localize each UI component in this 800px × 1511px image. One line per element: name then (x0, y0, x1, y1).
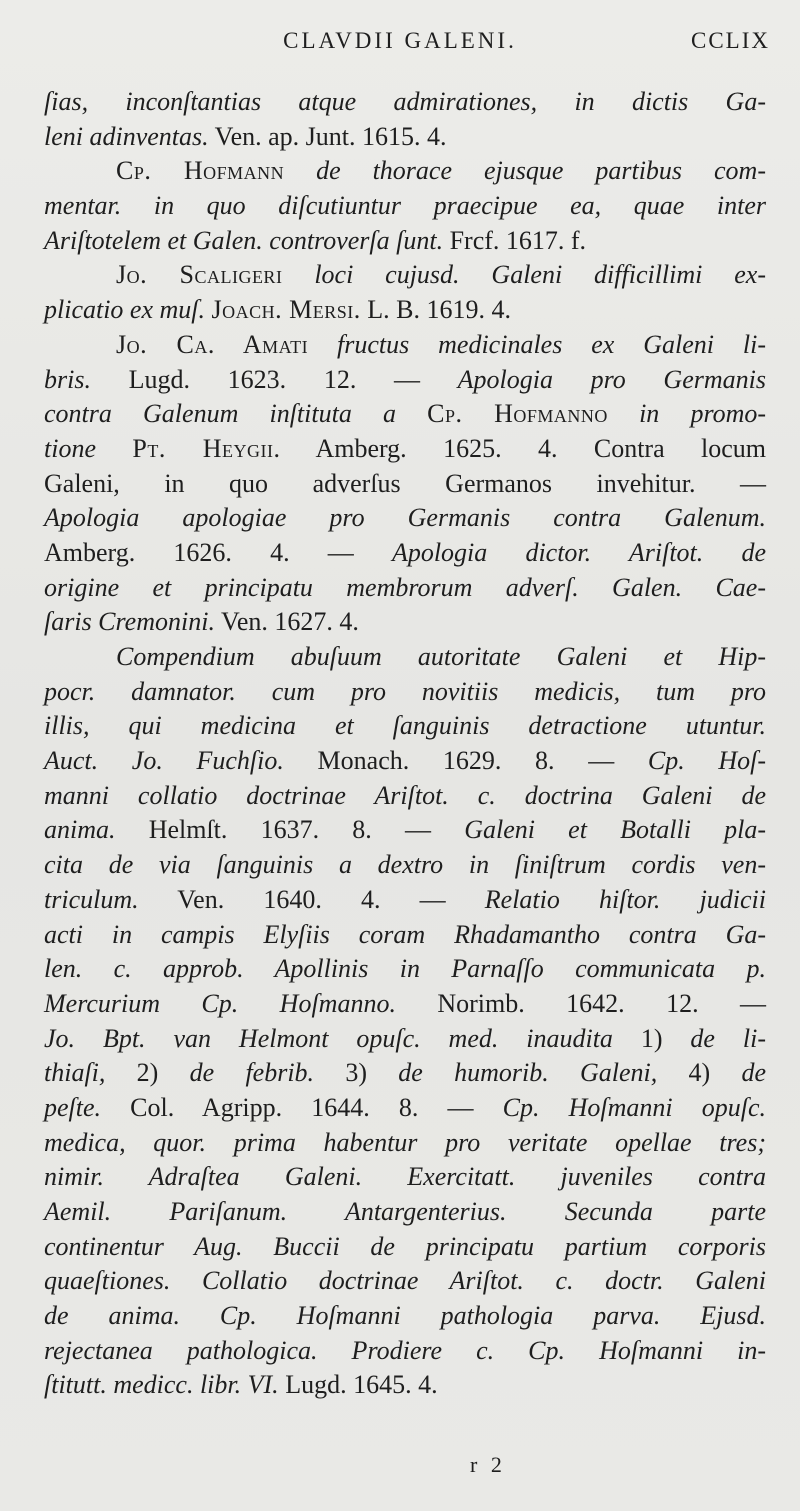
text-line: quaeſtiones. Collatio doctrinae Ariſtot. c. doctr. Galeni (44, 1266, 766, 1296)
text-line: Amberg. 1626. 4. — Apologia dictor. Ariſtot. de (44, 537, 766, 567)
text-line: origine et principatu membrorum adverſ. Galen. Cae- (44, 572, 766, 602)
text-line: acti in campis Elyſiis coram Rhadamantho contra Ga- (44, 919, 766, 949)
text-line: leni adinventas. Ven. ap. Junt. 1615. 4. (44, 121, 447, 151)
text-line: plicatio ex muſ. Joach. Mersi. L. B. 1619. 4. (44, 295, 511, 325)
text-line: peſte. Col. Agripp. 1644. 8. — Cp. Hoſmanni opuſc. (44, 1092, 766, 1122)
text-line: thiaſi, 2) de febrib. 3) de humorib. Galeni, 4) de (44, 1058, 766, 1088)
text-line: cita de via ſanguinis a dextro in ſiniſtrum cordis ven- (44, 850, 766, 880)
running-title: CLAVDII GALENI. (283, 28, 517, 53)
text-line: ſias, inconſtantias atque admirationes, in dictis Ga- (44, 87, 766, 116)
text-line: Auct. Jo. Fuchſio. Monach. 1629. 8. — Cp. Hoſ- (44, 746, 767, 776)
text-line: illis, qui medicina et ſanguinis detractione utuntur. (44, 711, 766, 741)
text-line: ſaris Cremonini. Ven. 1627. 4. (44, 607, 359, 637)
text-line: medica, quor. prima habentur pro veritate opellae tres; (44, 1127, 766, 1157)
text-line: pocr. damnator. cum pro novitiis medicis, tum pro (44, 676, 766, 706)
body-text (44, 85, 766, 1403)
text-line: Cp. Hofmann de thorace ejusque partibus com- (116, 156, 766, 186)
text-line: contra Galenum inſtituta a Cp. Hofmanno in promo- (44, 399, 767, 429)
text-line: Apologia apologiae pro Germanis contra Galenum. (44, 503, 766, 533)
text-line: manni collatio doctrinae Ariſtot. c. doctrina Galeni de (44, 780, 766, 810)
signature-mark: r 2 (470, 1452, 506, 1477)
text-line: rejectanea pathologica. Prodiere c. Cp. Hoſmanni in- (44, 1335, 766, 1365)
running-head (0, 28, 800, 62)
text-line: bris. Lugd. 1623. 12. — Apologia pro Germanis (44, 364, 766, 394)
text-line: ſtitutt. medicc. libr. VI. Lugd. 1645. 4. (44, 1370, 438, 1400)
text-line: anima. Helmſt. 1637. 8. — Galeni et Botalli pla- (44, 815, 767, 845)
text-line: Aemil. Pariſanum. Antargenterius. Secunda parte (44, 1197, 766, 1226)
text-line: continentur Aug. Buccii de principatu partium corporis (44, 1231, 766, 1261)
text-line: Ariſtotelem et Galen. controverſa ſunt. Frcf. 1617. f. (44, 225, 587, 255)
text-line: nimir. Adraſtea Galeni. Exercitatt. juveniles contra (44, 1162, 766, 1192)
text-line: mentar. in quo diſcutiuntur praecipue ea, quae inter (44, 191, 766, 221)
text-line: de anima. Cp. Hoſmanni pathologia parva. Ejusd. (44, 1301, 766, 1331)
page-number: CCLIX (691, 28, 770, 53)
text-line: Jo. Ca. Amati fructus medicinales ex Galeni li- (116, 329, 766, 359)
text-line: Mercurium Cp. Hoſmanno. Norimb. 1642. 12. — (44, 988, 766, 1018)
text-line: tione Pt. Heygii. Amberg. 1625. 4. Contra locum (44, 433, 766, 463)
text-line: Galeni, in quo adverſus Germanos invehitur. — (44, 468, 766, 498)
text-line: Compendium abuſuum autoritate Galeni et Hip- (116, 642, 766, 671)
text-line: len. c. approb. Apollinis in Parnaſſo communicata p. (44, 954, 766, 984)
text-line: triculum. Ven. 1640. 4. — Relatio hiſtor. judicii (44, 884, 766, 914)
text-line: Jo. Bpt. van Helmont opuſc. med. inaudita 1) de li- (44, 1023, 766, 1053)
text-line: Jo. Scaligeri loci cujusd. Galeni difficillimi ex- (116, 260, 766, 290)
